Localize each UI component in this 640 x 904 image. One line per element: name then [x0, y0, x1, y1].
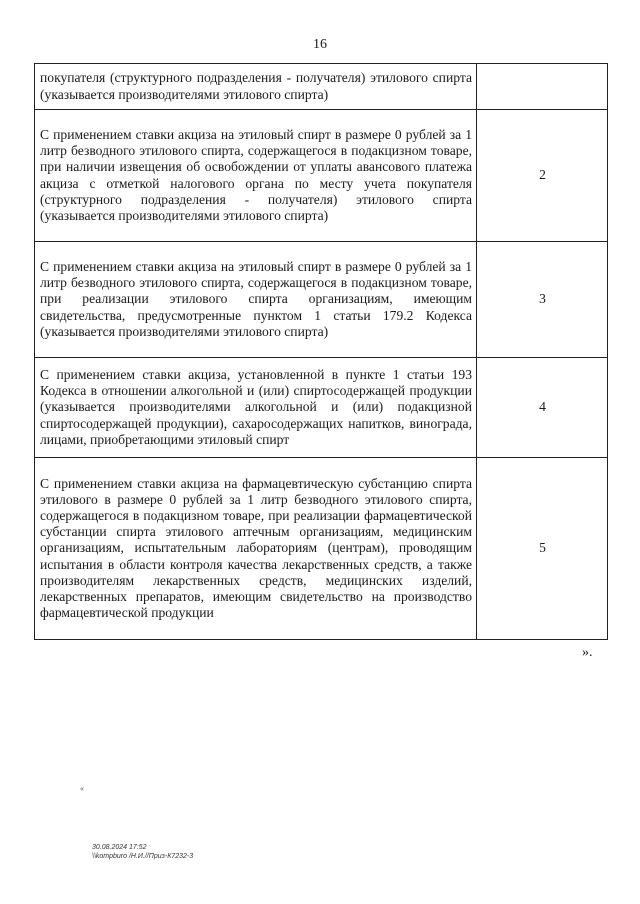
- row-description: С применением ставки акциза, установленной в пункте 1 статьи 193 Кодекса в отношении алкогольной и (или) спиртосодержащей продукции (указывается производителями алкогольной и (или) подакцизной спиртосодержащей продукции), сахаросодержащих напитков, винограда, лицами, приобретающими этиловый спирт: [35, 358, 477, 458]
- row-description: С применением ставки акциза на этиловый спирт в размере 0 рублей за 1 литр безводного этилового спирта, содержащегося в подакцизном товаре, при наличии извещения об освобождении от уплаты авансового платежа акциза с отметкой налогового органа по месту учета покупателя (структурного подразделения - получателя) этилового спирта (указывается производителями этилового спирта): [35, 110, 477, 242]
- page-number: 16: [313, 37, 327, 52]
- table-row: [35, 64, 608, 110]
- stray-mark: «: [80, 784, 84, 793]
- row-description: С применением ставки акциза на этиловый спирт в размере 0 рублей за 1 литр безводного этилового спирта, содержащегося в подакцизном товаре, при реализации этилового спирта организациям, имеющим свидетельства, предусмотренные пунктом 1 статьи 179.2 Кодекса (указывается производителями этилового спирта): [35, 242, 477, 358]
- code-table: [34, 63, 608, 640]
- table-row: [35, 458, 608, 640]
- closing-quote: ».: [582, 645, 593, 660]
- row-code: 5: [477, 458, 608, 640]
- table-row: [35, 110, 608, 242]
- row-code: 2: [477, 110, 608, 242]
- table-row: [35, 242, 608, 358]
- row-code: 4: [477, 358, 608, 458]
- footer-path: \\kompburo /Н.И.//Приз-К7232-3: [92, 853, 194, 860]
- print-footer: [92, 843, 193, 861]
- row-code: 3: [477, 242, 608, 358]
- row-code: [477, 64, 608, 110]
- row-description: покупателя (структурного подразделения - получателя) этилового спирта (указывается производителями этилового спирта): [35, 64, 477, 110]
- row-description: С применением ставки акциза на фармацевтическую субстанцию спирта этилового в размере 0 рублей за 1 литр безводного этилового спирта, содержащегося в подакцизном товаре, при реализации фармацевтической субстанции спирта этилового аптечным организациям, медицинским организациям, испытательным лабораториям (центрам), проводящим испытания в области контроля качества лекарственных средств, а также производителям лекарственных средств, медицинских изделий, лекарственных препаратов, имеющим свидетельство на производство фармацевтической продукции: [35, 458, 477, 640]
- footer-timestamp: 30.08.2024 17:52: [92, 844, 147, 851]
- table-row: [35, 358, 608, 458]
